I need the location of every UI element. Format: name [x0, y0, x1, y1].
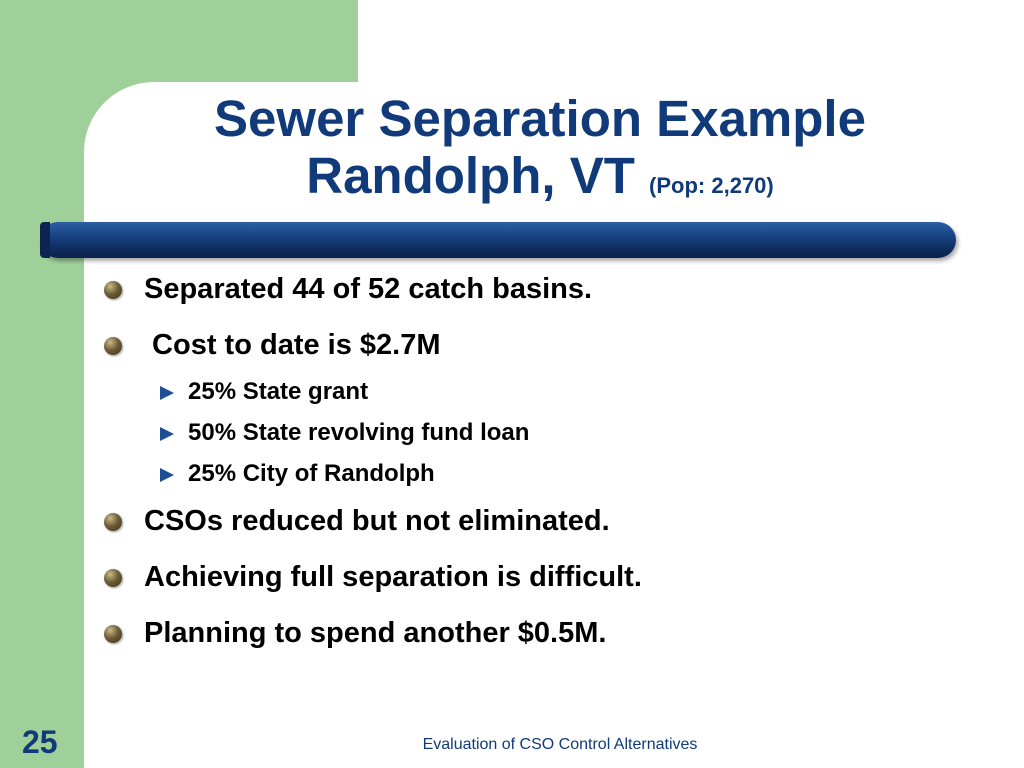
bullet-text: Cost to date is $2.7M: [144, 329, 441, 361]
sub-bullet-text: 25% City of Randolph: [188, 460, 435, 487]
bullet-item: [104, 328, 984, 362]
bullet-item: [104, 560, 984, 594]
triangle-bullet-icon: [160, 468, 174, 482]
bullet-dot-icon: [104, 569, 122, 587]
title-population: (Pop: 2,270): [649, 173, 774, 199]
page-number: 25: [22, 724, 58, 760]
sub-bullet-item: [104, 378, 984, 406]
bullet-item: [104, 616, 984, 650]
sub-bullet-item: [104, 460, 984, 488]
title-location: Randolph, VT: [306, 147, 635, 205]
triangle-bullet-icon: [160, 386, 174, 400]
bullet-text: CSOs reduced but not eliminated.: [144, 505, 610, 537]
title-line-2: [110, 147, 970, 204]
bullet-item: [104, 504, 984, 538]
bullet-dot-icon: [104, 625, 122, 643]
slide-title: [110, 90, 970, 204]
bullet-dot-icon: [104, 281, 122, 299]
sub-bullet-text: 50% State revolving fund loan: [188, 419, 530, 446]
sub-bullet-list: [104, 378, 984, 488]
slide-content: [104, 272, 984, 672]
bullet-text: Achieving full separation is difficult.: [144, 561, 642, 593]
bullet-text: Separated 44 of 52 catch basins.: [144, 273, 593, 305]
sub-bullet-item: [104, 419, 984, 447]
sub-bullet-text: 25% State grant: [188, 378, 369, 405]
bullet-item: [104, 272, 984, 306]
title-line-1: Sewer Separation Example: [214, 90, 866, 147]
title-divider-bar: [40, 222, 956, 258]
bullet-text: Planning to spend another $0.5M.: [144, 617, 607, 649]
footer-text: Evaluation of CSO Control Alternatives: [422, 736, 698, 753]
bullet-dot-icon: [104, 513, 122, 531]
bullet-dot-icon: [104, 337, 122, 355]
triangle-bullet-icon: [160, 427, 174, 441]
